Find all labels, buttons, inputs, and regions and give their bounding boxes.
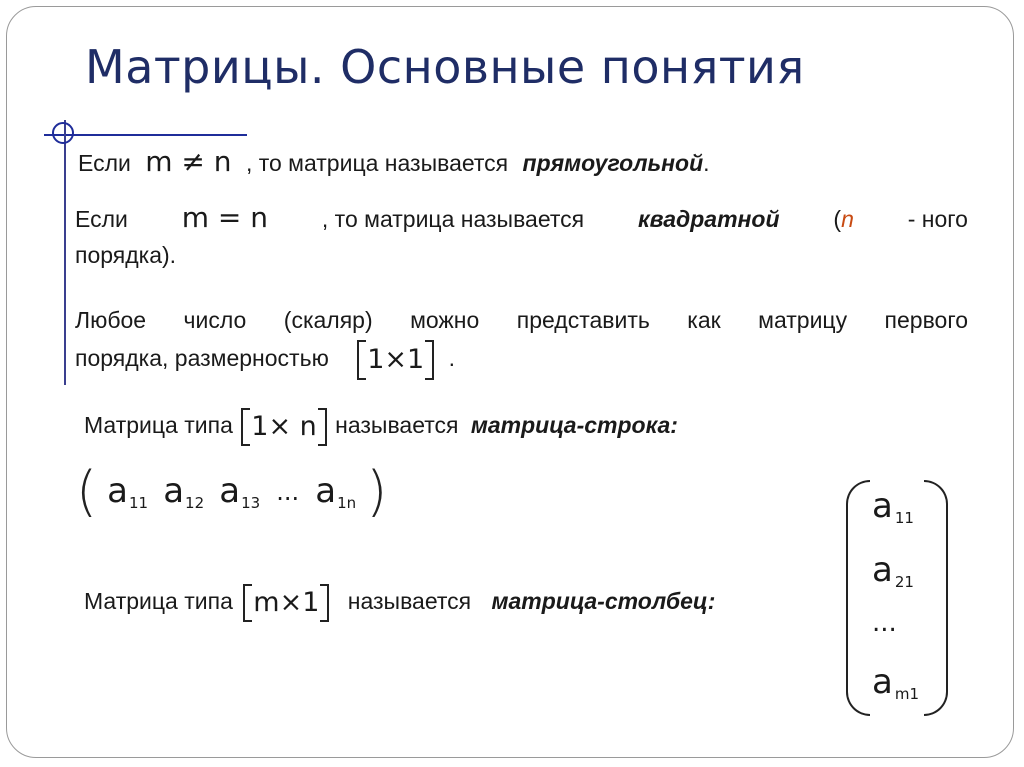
dimension-1x1-bracket	[357, 342, 434, 378]
row-vector-element: $a_{11}$	[107, 471, 149, 512]
rectangular-matrix-line	[78, 145, 710, 180]
row-type-middle: называется	[335, 412, 459, 438]
row-type-dim: 1× n	[251, 410, 317, 442]
row-vector-ellipsis: ...	[276, 477, 300, 506]
row-vector-element: $a_{1n}$	[315, 471, 357, 512]
line1-prefix: Если	[78, 150, 131, 176]
line2-after: - ного	[907, 206, 968, 232]
line3-first-line: Любое число (скаляр) можно представить как матрицу первого	[75, 307, 968, 333]
dimension-1xn-bracket	[241, 410, 327, 444]
line1-end: .	[703, 150, 710, 176]
row-type-prefix: Матрица типа	[84, 412, 233, 438]
line3-dim: 1×1	[367, 343, 425, 375]
row-vector-left-paren: (	[76, 460, 98, 523]
line1-math: m ≠ n	[145, 145, 232, 178]
line2-var: n	[841, 206, 854, 232]
line1-middle: , то матрица называется	[245, 150, 509, 176]
col-type-dim: m×1	[253, 586, 320, 618]
column-vector-right-paren	[924, 480, 948, 716]
dimension-mx1-bracket	[243, 586, 329, 620]
line2-second-line: порядка).	[75, 242, 177, 268]
line2-prefix: Если	[75, 206, 128, 232]
line2-middle: , то матрица называется	[321, 206, 585, 232]
column-vector-element: a $_{m1}$	[872, 662, 919, 703]
column-vector-element: a $_{21}$	[872, 550, 914, 591]
line1-term: прямоугольной	[522, 150, 704, 176]
row-vector	[76, 460, 387, 523]
row-vector-element: $a_{13}$	[219, 471, 261, 512]
row-type-term: матрица-строка:	[470, 412, 678, 438]
col-type-prefix: Матрица типа	[84, 588, 233, 614]
column-vector-ellipsis: ...	[872, 608, 897, 638]
scalar-paragraph	[75, 302, 968, 378]
line2-math: m = n	[181, 201, 269, 234]
col-type-middle: называется	[347, 588, 472, 614]
line2-term: квадратной	[637, 206, 780, 232]
row-vector-right-paren: )	[366, 460, 388, 523]
column-matrix-line	[84, 584, 715, 620]
column-vector-element: a $_{11}$	[872, 486, 914, 527]
decorative-horizontal-line	[44, 134, 247, 136]
decorative-vertical-line	[64, 120, 66, 385]
line2-paren: (	[833, 206, 842, 232]
column-vector	[846, 480, 948, 718]
row-vector-element: $a_{12}$	[163, 471, 205, 512]
row-matrix-line	[84, 408, 678, 444]
line3-end: .	[448, 345, 455, 371]
column-vector-left-paren	[846, 480, 870, 716]
slide-title: Матрицы. Основные понятия	[85, 40, 805, 94]
col-type-term: матрица-столбец:	[491, 588, 716, 614]
decorative-circle-icon	[52, 122, 74, 144]
line3-text-b: порядка, размерностью	[75, 345, 329, 371]
square-matrix-paragraph	[75, 200, 968, 273]
